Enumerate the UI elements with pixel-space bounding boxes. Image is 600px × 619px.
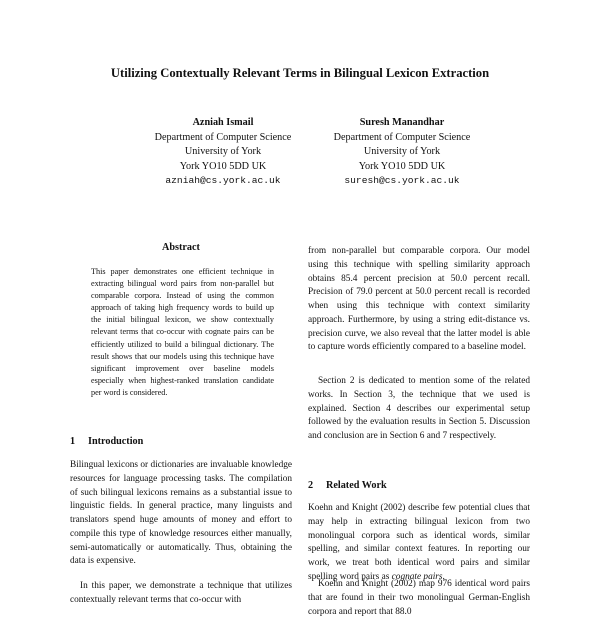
section-heading-introduction xyxy=(70,436,143,447)
introduction-paragraph xyxy=(70,580,292,608)
paragraph-text: Koehn and Knight (2002) map 976 identical word pairs that are found in their two monolingual German-English corpora and report that 88.0 xyxy=(308,579,530,617)
author-block xyxy=(123,116,323,189)
author-department: Department of Computer Science xyxy=(154,131,292,143)
introduction-paragraph xyxy=(308,375,530,444)
paragraph-text: . xyxy=(442,571,445,582)
section-number: 1 xyxy=(70,436,76,447)
introduction-paragraph: Bilingual lexicons or dictionaries are invaluable knowledge resources for language processing tasks. The compilation of such bilingual lexicons remains as a substantial issue to linguistic fields. In general practice, many linguists and translators spend huge amounts of money and effort to compile this type of knowledge resources either manually, semi-automatically or automatically. Thus, obtaining the data is expensive. xyxy=(70,460,292,567)
author-name: Azniah Ismail xyxy=(192,117,254,128)
abstract-text: This paper demonstrates one efficient technique in extracting bilingual word pairs from non-parallel but comparable corpora. Instead of using the common approach of taking high frequency words to build up the initial bilingual lexicon, we show contextually relevant terms that co-occur with cognate pairs can be efficiently utilized to build a bilingual dictionary. The result shows that our models using this technique have significant improvement over baseline models especially when highest-ranked translation candidate per word is considered. xyxy=(91,267,274,397)
related-work-paragraph xyxy=(308,502,530,585)
paragraph-text: Section 2 is dedicated to mention some of the related works. In Section 3, the technique that we used is explained. Section 4 describes our experimental setup followed by the evaluation results in Section 5. Discussion and conclusion are in Section 6 and 7 respectively. xyxy=(308,376,530,441)
author-university: University of York xyxy=(363,146,441,157)
author-university: University of York xyxy=(184,146,262,157)
author-name: Suresh Manandhar xyxy=(359,117,445,128)
introduction-paragraph-continued: from non-parallel but comparable corpora. Our model using this technique with spelling similarity approach obtains 85.4 percent precision at 50.0 percent recall. Precision of 79.0 percent at 50.0 percent recall is recorded when using this technique with context similarity approach. Furthermore, by using a string edit-distance vs. precision curve, we also reveal that the latter model is able to capture words efficiently compared to a baseline model. xyxy=(308,246,530,353)
paper-title: Utilizing Contextually Relevant Terms in Bilingual Lexicon Extraction xyxy=(110,66,490,80)
author-email: azniah@cs.york.ac.uk xyxy=(165,175,281,186)
section-number: 2 xyxy=(308,480,314,491)
emphasized-term: cognate pairs xyxy=(391,571,443,582)
author-department: Department of Computer Science xyxy=(333,131,471,143)
author-block xyxy=(302,116,502,189)
related-work-paragraph xyxy=(308,578,530,619)
section-title: Related Work xyxy=(326,480,387,491)
author-address: York YO10 5DD UK xyxy=(358,160,446,172)
section-heading-related-work xyxy=(308,480,387,491)
paragraph-text: Koehn and Knight (2002) describe few potential clues that may help in extracting bilingual lexicon from two monolingual corpora such as identical words, similar spelling, and similar context features. In reporting our work, we treat both identical word pairs and similar spelling word pairs as xyxy=(308,503,530,582)
abstract-heading: Abstract xyxy=(162,242,200,253)
paragraph-text: In this paper, we demonstrate a technique that utilizes contextually relevant terms that co-occur with xyxy=(70,581,292,605)
section-title: Introduction xyxy=(88,436,144,447)
author-email: suresh@cs.york.ac.uk xyxy=(344,175,460,186)
author-address: York YO10 5DD UK xyxy=(179,160,267,172)
